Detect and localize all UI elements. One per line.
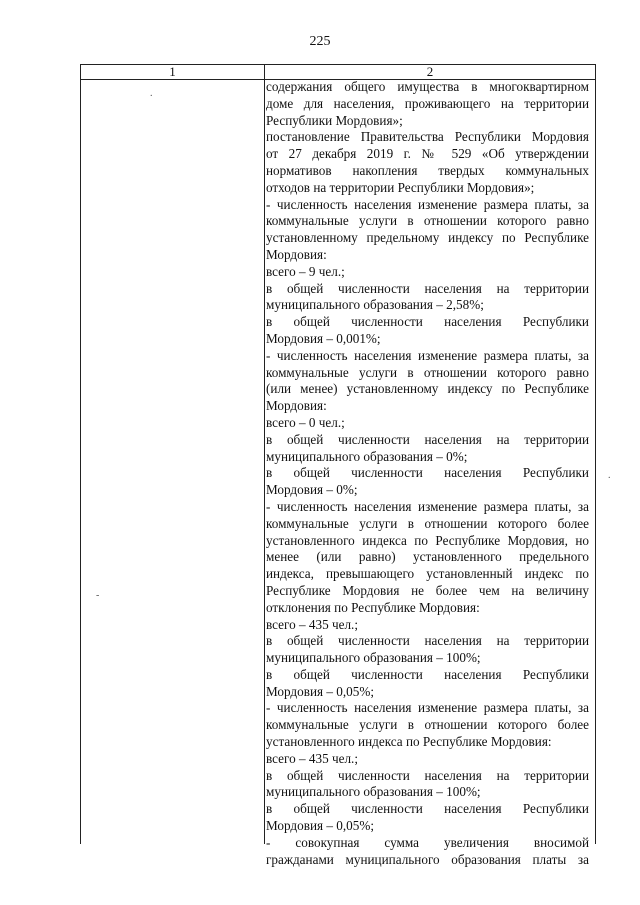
table-header-row [81, 65, 595, 80]
text-line: Мордовия: [266, 398, 327, 414]
text-line: от 27 декабря 2019 г. № 529 «Об утверждении [266, 146, 589, 162]
text-line: коммунальные услуги в отношении которого более [266, 717, 589, 733]
text-line: гражданами муниципального образования платы за [266, 851, 589, 867]
text-line: Мордовия – 0%; [266, 482, 358, 498]
text-line: установленного индекса по Республике Мордовия, но [266, 532, 589, 548]
text-line: муниципального образования – 100%; [266, 650, 481, 666]
text-line: всего – 435 чел.; [266, 750, 358, 766]
text-line: - численность населения изменение размера платы, за [266, 347, 589, 363]
text-line: всего – 0 чел.; [266, 414, 345, 430]
text-line: - численность населения изменение размера платы, за [266, 498, 589, 514]
document-table [80, 64, 596, 867]
column-2-text [266, 79, 589, 868]
text-line: Мордовия: [266, 246, 327, 262]
text-line: нормативов накопления твердых коммунальных [266, 162, 589, 178]
text-line: коммунальные услуги в отношении которого более [266, 515, 589, 531]
text-line: отклонения по Республике Мордовия: [266, 599, 480, 615]
scan-speck: . [150, 88, 153, 99]
text-line: Мордовия – 0,001%; [266, 330, 381, 346]
text-line: доме для населения, проживающего на территории [266, 95, 589, 111]
text-line: - совокупная сумма увеличения вносимой [266, 834, 589, 850]
page-number: 225 [309, 34, 331, 49]
text-line: муниципального образования – 2,58%; [266, 297, 484, 313]
text-line: установленного индекса по Республике Мордовия: [266, 734, 552, 750]
text-line: всего – 435 чел.; [266, 616, 358, 632]
text-line: в общей численности населения на территории [266, 767, 589, 783]
text-line: муниципального образования – 100%; [266, 784, 481, 800]
text-line: индекса, превышающего установленный индекс по [266, 566, 589, 582]
text-line: установленному предельному индексу по Республике [266, 230, 589, 246]
text-line: - численность населения изменение размера платы, за [266, 196, 589, 212]
text-line: в общей численности населения на территории [266, 280, 589, 296]
text-line: коммунальные услуги в отношении которого равно [266, 364, 589, 380]
text-line: (или менее) установленному индексу по Республике [266, 381, 589, 397]
text-line: Республики Мордовия»; [266, 112, 403, 128]
text-line: Республике Мордовия не более чем на величину [266, 582, 589, 598]
text-line: в общей численности населения на территории [266, 633, 589, 649]
text-line: в общей численности населения на территории [266, 431, 589, 447]
text-line: содержания общего имущества в многоквартирном [266, 79, 589, 94]
text-line: муниципального образования – 0%; [266, 448, 468, 464]
text-line: постановление Правительства Республики Мордовия [266, 129, 589, 145]
scan-speck: . [608, 470, 611, 481]
text-line: в общей численности населения Республики [266, 801, 589, 817]
text-line: - численность населения изменение размера платы, за [266, 700, 589, 716]
column-1-header: 1 [169, 64, 176, 79]
column-2-header: 2 [426, 64, 434, 79]
text-line: коммунальные услуги в отношении которого равно [266, 213, 589, 229]
text-line: Мордовия – 0,05%; [266, 818, 374, 834]
text-line: всего – 9 чел.; [266, 263, 345, 279]
text-line: Мордовия – 0,05%; [266, 683, 374, 699]
column-divider [264, 65, 265, 844]
text-line: в общей численности населения Республики [266, 666, 589, 682]
scan-speck: - [96, 590, 100, 601]
text-line: отходов на территории Республики Мордовия»; [266, 179, 535, 195]
text-line: менее (или равно) установленного предельного [266, 549, 589, 565]
text-line: в общей численности населения Республики [266, 314, 589, 330]
text-line: в общей численности населения Республики [266, 465, 589, 481]
